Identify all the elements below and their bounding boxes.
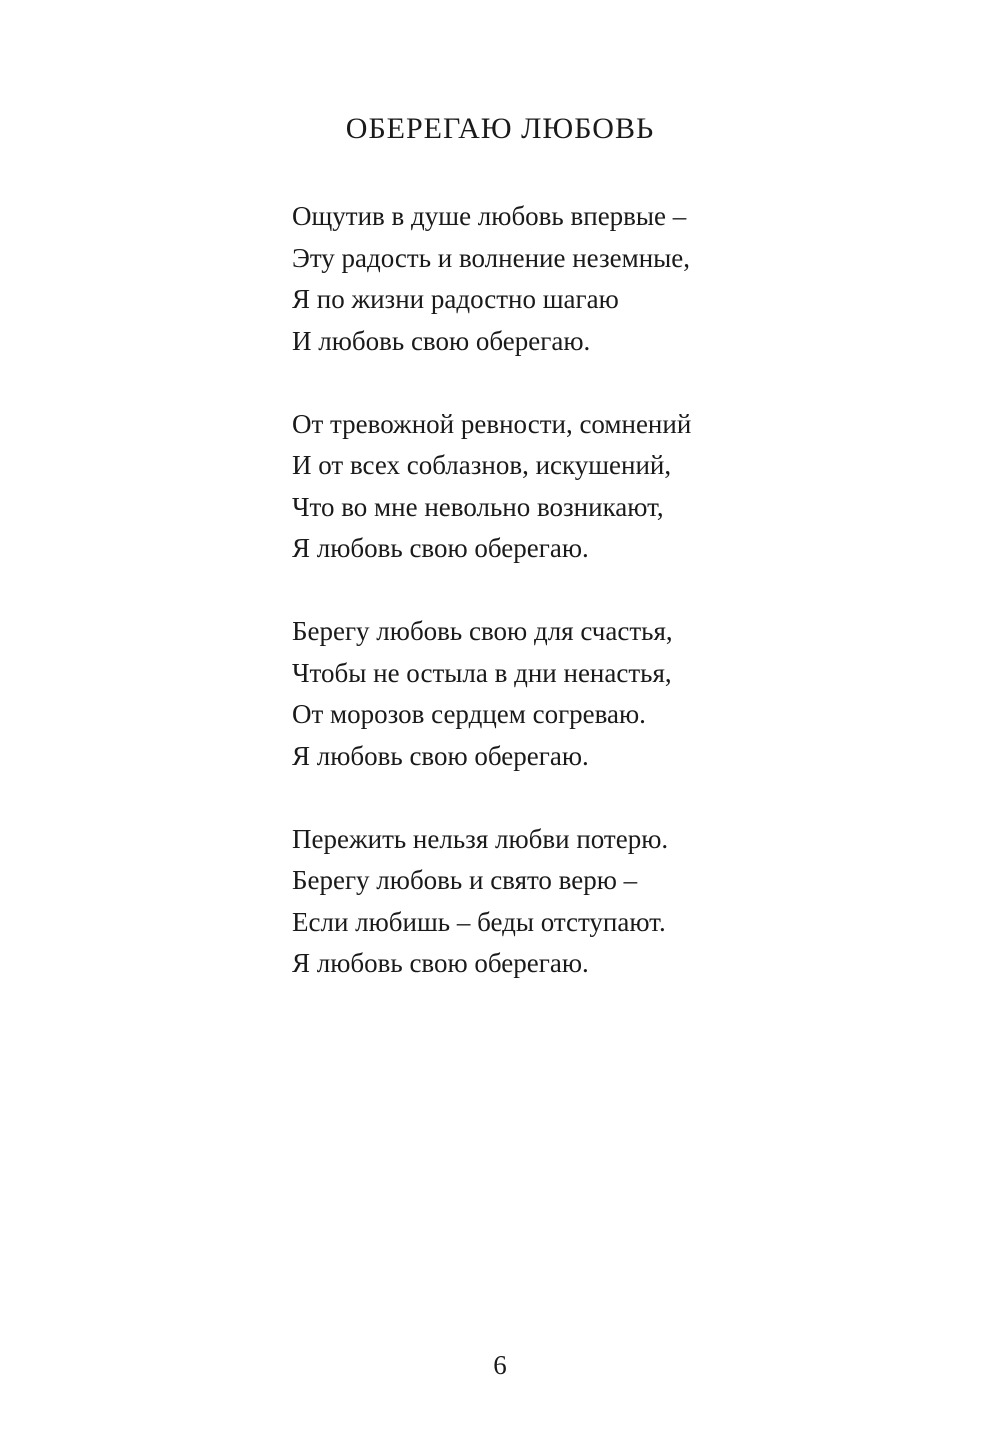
poem-line: Я любовь свою оберегаю. (292, 533, 589, 563)
stanza-4 (292, 819, 932, 985)
stanza-1 (292, 196, 932, 362)
stanza-3 (292, 611, 932, 777)
poem-body (292, 196, 932, 1026)
poem-line: От морозов сердцем согреваю. (292, 699, 646, 729)
poem-line: Если любишь – беды отступают. (292, 906, 666, 937)
poem-line: Ощутив в душе любовь впервые – (292, 201, 687, 231)
poem-line: Берегу любовь и свято верю – (292, 865, 638, 895)
poem-line: Чтобы не остыла в дни ненастья, (292, 657, 672, 688)
poem-line: Я по жизни радостно шагаю (292, 284, 619, 314)
poem-title: ОБЕРЕГАЮ ЛЮБОВЬ (345, 112, 655, 145)
poem-line: Что во мне невольно возникают, (292, 491, 664, 522)
poem-line: Берегу любовь свою для счастья, (292, 616, 673, 646)
poem-line: Эту радость и волнение неземные, (292, 242, 691, 273)
poem-line: От тревожной ревности, сомнений (292, 408, 692, 439)
page-number: 6 (493, 1350, 507, 1380)
poem-line: И любовь свою оберегаю. (292, 325, 591, 356)
poem-line: И от всех соблазнов, искушений, (292, 450, 672, 480)
poem-line: Я любовь свою оберегаю. (292, 740, 589, 771)
poem-line: Пережить нельзя любви потерю. (292, 823, 669, 854)
poem-line: Я любовь свою оберегаю. (292, 948, 589, 978)
stanza-2 (292, 404, 932, 570)
